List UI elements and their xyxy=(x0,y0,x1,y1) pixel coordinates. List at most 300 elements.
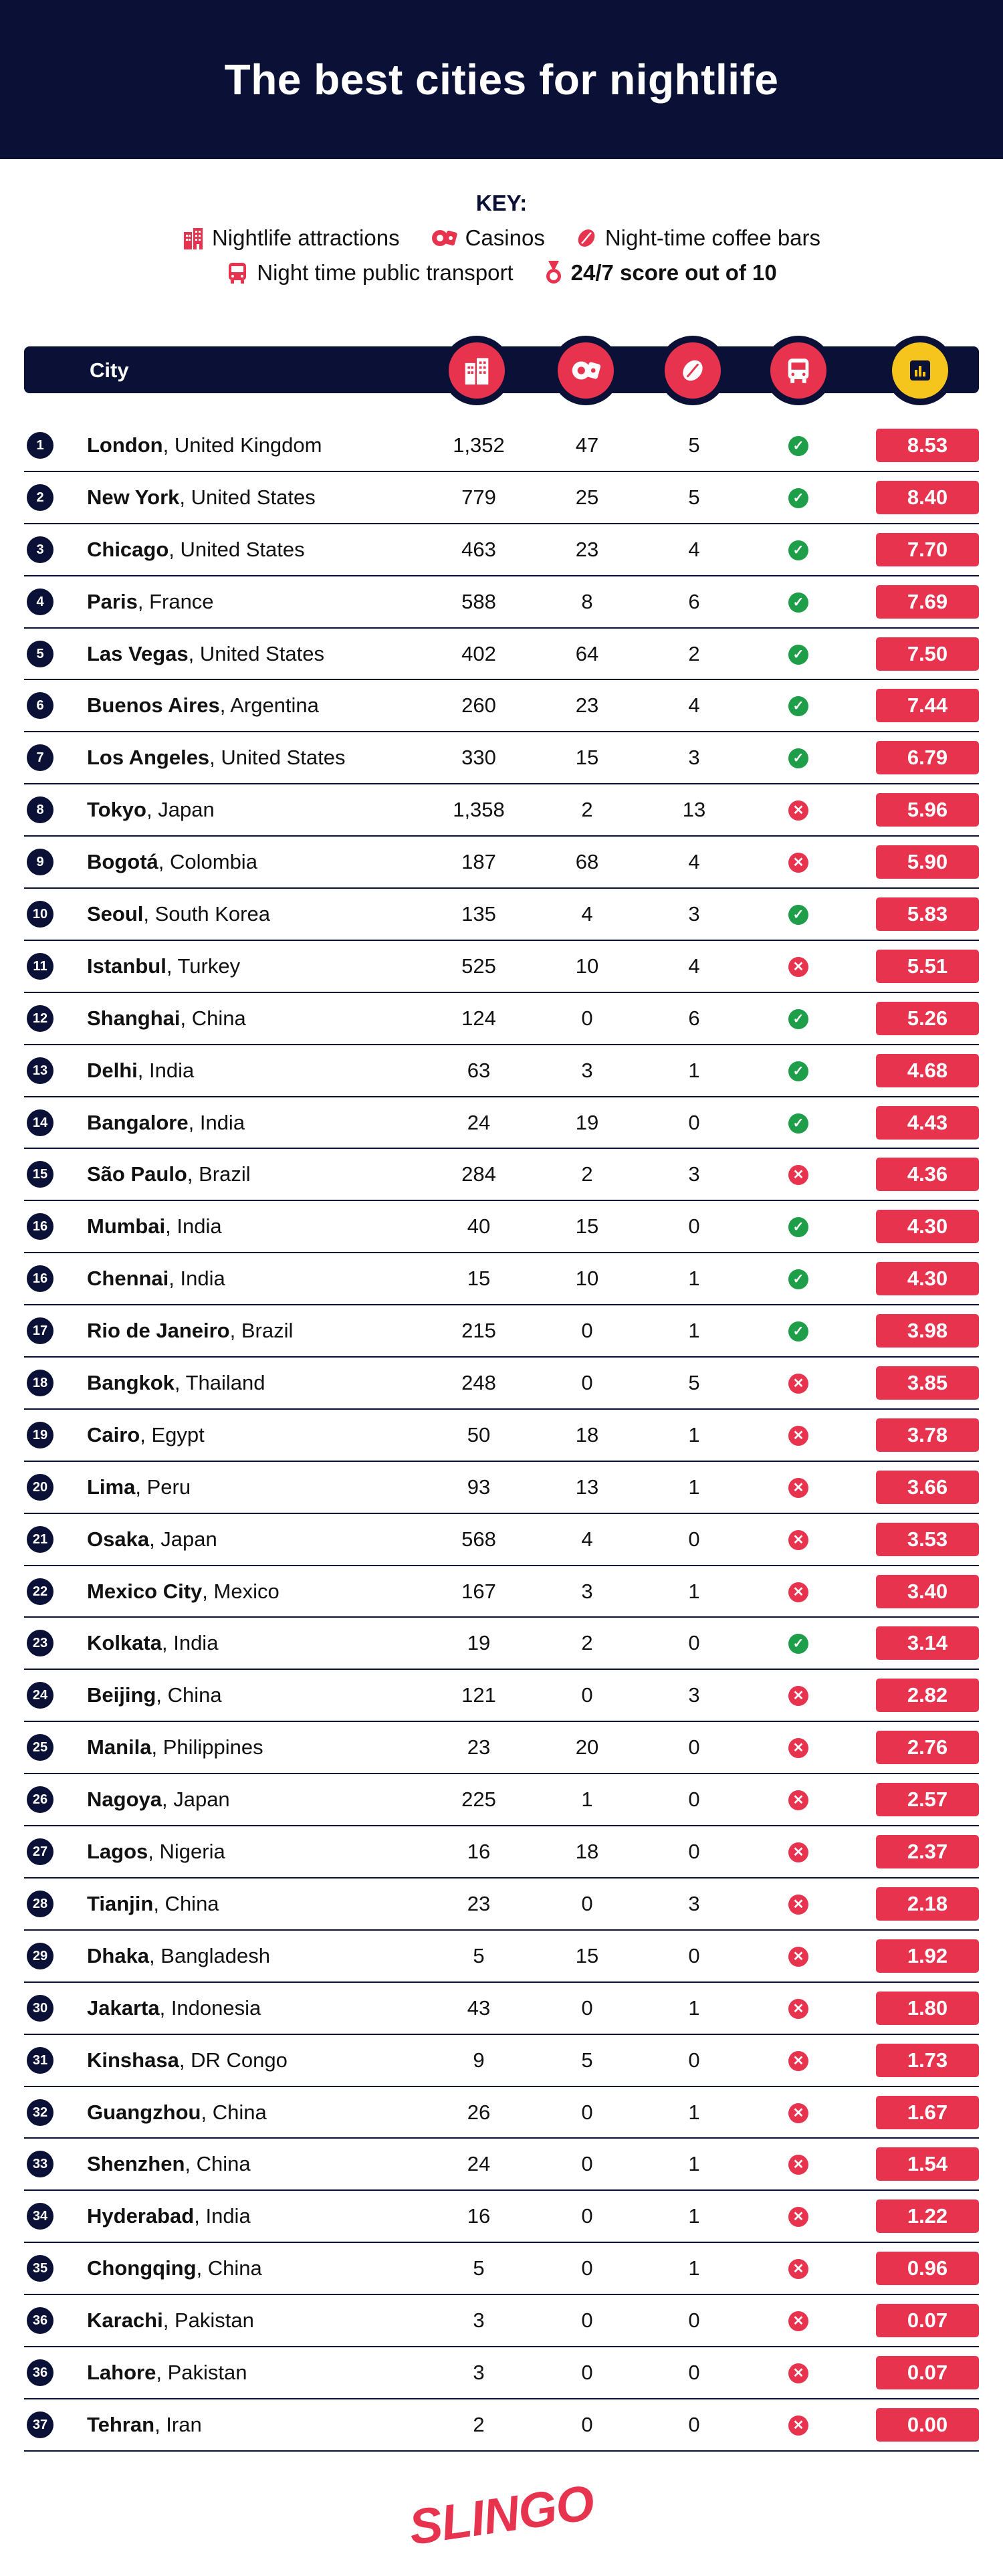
attractions-cell: 225 xyxy=(461,1788,496,1812)
column-header-score xyxy=(885,336,955,405)
city-name: Jakarta xyxy=(87,1996,160,2020)
coffee-bars-cell: 3 xyxy=(688,1891,700,1915)
check-icon: ✓ xyxy=(788,1321,808,1341)
coffee-bars-cell: 3 xyxy=(688,1683,700,1707)
coffee-bars-cell: 4 xyxy=(688,537,700,561)
rank-badge: 12 xyxy=(27,1005,53,1032)
attractions-cell: 24 xyxy=(467,2152,491,2176)
coffee-bars-cell: 13 xyxy=(682,798,706,822)
country-name: , India xyxy=(161,1631,219,1655)
casinos-cell: 13 xyxy=(575,1475,599,1499)
chart-icon xyxy=(909,359,931,382)
attractions-cell: 260 xyxy=(461,693,496,718)
city-name: Lagos xyxy=(87,1840,148,1864)
attractions-cell: 24 xyxy=(467,1110,491,1134)
country-name: , Pakistan xyxy=(156,2360,247,2384)
cross-icon: ✕ xyxy=(788,2207,808,2227)
table-row xyxy=(24,2399,979,2452)
table-row xyxy=(24,889,979,941)
casinos-cell: 4 xyxy=(581,1527,593,1551)
attractions-cell: 93 xyxy=(467,1475,491,1499)
cross-icon: ✕ xyxy=(788,1842,808,1862)
score-badge: 5.51 xyxy=(876,950,979,983)
city-cell xyxy=(87,2309,254,2333)
rank-badge: 35 xyxy=(27,2255,53,2282)
rank-badge: 36 xyxy=(27,2359,53,2386)
column-header-city: City xyxy=(90,358,129,382)
key-item-score xyxy=(544,260,777,286)
rank-badge: 27 xyxy=(27,1838,53,1865)
city-cell xyxy=(87,2152,251,2176)
casinos-cell: 47 xyxy=(575,433,599,457)
score-badge: 3.78 xyxy=(876,1418,979,1452)
casinos-cell: 0 xyxy=(581,2412,593,2436)
attractions-cell: 215 xyxy=(461,1319,496,1343)
score-badge: 4.43 xyxy=(876,1106,979,1140)
key-item-transport xyxy=(226,260,513,286)
city-name: Las Vegas xyxy=(87,641,189,665)
table-row xyxy=(24,1618,979,1670)
column-header-casinos xyxy=(551,336,621,405)
casinos-cell: 0 xyxy=(581,1996,593,2020)
table-row xyxy=(24,1774,979,1826)
coffee-bars-cell: 0 xyxy=(688,1527,700,1551)
city-cell xyxy=(87,954,240,978)
casinos-cell: 25 xyxy=(575,485,599,509)
score-badge: 4.36 xyxy=(876,1158,979,1191)
city-name: Chennai xyxy=(87,1267,169,1291)
city-name: New York xyxy=(87,485,180,509)
score-badge: 4.30 xyxy=(876,1262,979,1295)
city-cell xyxy=(87,1840,225,1864)
table-row xyxy=(24,629,979,681)
city-cell xyxy=(87,538,305,562)
casinos-cell: 18 xyxy=(575,1840,599,1864)
city-name: Bogotá xyxy=(87,850,158,874)
score-badge: 5.96 xyxy=(876,793,979,827)
rank-badge: 19 xyxy=(27,1422,53,1448)
table-row xyxy=(24,1201,979,1253)
country-name: , China xyxy=(153,1891,219,1915)
rank-badge: 22 xyxy=(27,1578,53,1605)
rank-badge: 9 xyxy=(27,849,53,875)
table-row xyxy=(24,1305,979,1358)
score-badge: 0.07 xyxy=(876,2304,979,2337)
table-header xyxy=(24,346,979,393)
attractions-cell: 187 xyxy=(461,850,496,874)
city-name: Hyderabad xyxy=(87,2204,195,2228)
casinos-cell: 0 xyxy=(581,2309,593,2333)
country-name: , Colombia xyxy=(158,850,257,874)
key-row-2 xyxy=(0,260,1003,286)
city-name: Mumbai xyxy=(87,1214,166,1239)
table-row xyxy=(24,1045,979,1097)
attractions-cell: 2 xyxy=(473,2412,485,2436)
coffee-bars-cell: 0 xyxy=(688,1840,700,1864)
country-name: , United States xyxy=(188,641,324,665)
cross-icon: ✕ xyxy=(788,1165,808,1185)
coffee-bars-cell: 3 xyxy=(688,902,700,926)
check-icon: ✓ xyxy=(788,1113,808,1134)
table-row xyxy=(24,2191,979,2243)
score-badge: 3.53 xyxy=(876,1523,979,1556)
rank-badge: 2 xyxy=(27,484,53,511)
score-badge: 5.83 xyxy=(876,897,979,931)
coffee-bars-cell: 4 xyxy=(688,693,700,718)
table-row xyxy=(24,1566,979,1618)
attractions-cell: 3 xyxy=(473,2360,485,2384)
rank-badge: 25 xyxy=(27,1734,53,1761)
score-badge: 3.98 xyxy=(876,1314,979,1348)
check-icon: ✓ xyxy=(788,1269,808,1289)
city-name: São Paulo xyxy=(87,1162,187,1186)
cross-icon: ✕ xyxy=(788,1738,808,1758)
cross-icon: ✕ xyxy=(788,1426,808,1446)
table-row xyxy=(24,1931,979,1983)
rank-badge: 16 xyxy=(27,1213,53,1240)
rank-badge: 6 xyxy=(27,692,53,719)
page-title: The best cities for nightlife xyxy=(224,56,779,104)
key-row-1 xyxy=(0,225,1003,251)
city-cell xyxy=(87,642,324,666)
score-badge: 1.22 xyxy=(876,2199,979,2233)
score-badge: 1.67 xyxy=(876,2096,979,2129)
coffee-bars-cell: 3 xyxy=(688,746,700,770)
city-cell xyxy=(87,1892,219,1916)
city-name: Tokyo xyxy=(87,798,146,822)
casinos-cell: 0 xyxy=(581,2152,593,2176)
coffee-bars-cell: 5 xyxy=(688,1371,700,1395)
score-badge: 7.44 xyxy=(876,689,979,722)
table-row xyxy=(24,680,979,732)
rank-badge: 11 xyxy=(27,953,53,980)
rank-badge: 36 xyxy=(27,2307,53,2334)
rank-badge: 3 xyxy=(27,536,53,563)
country-name: , United States xyxy=(179,485,316,509)
casinos-cell: 0 xyxy=(581,1006,593,1030)
building-icon xyxy=(183,227,204,249)
city-cell xyxy=(87,2048,288,2072)
city-cell xyxy=(87,486,316,510)
attractions-cell: 40 xyxy=(467,1214,491,1239)
country-name: , Japan xyxy=(146,798,215,822)
city-name: Beijing xyxy=(87,1683,156,1707)
coffee-bars-cell: 4 xyxy=(688,954,700,978)
country-name: , Japan xyxy=(161,1788,230,1812)
casinos-cell: 2 xyxy=(581,798,593,822)
table-row xyxy=(24,1149,979,1201)
rank-badge: 8 xyxy=(27,796,53,823)
table-row xyxy=(24,2035,979,2087)
attractions-cell: 50 xyxy=(467,1422,491,1446)
casinos-cell: 3 xyxy=(581,1058,593,1082)
attractions-cell: 330 xyxy=(461,746,496,770)
casinos-cell: 0 xyxy=(581,1683,593,1707)
attractions-cell: 5 xyxy=(473,2256,485,2280)
city-name: Istanbul xyxy=(87,954,166,978)
casinos-cell: 64 xyxy=(575,641,599,665)
rank-badge: 32 xyxy=(27,2099,53,2126)
rank-badge: 23 xyxy=(27,1630,53,1656)
attractions-cell: 525 xyxy=(461,954,496,978)
check-icon: ✓ xyxy=(788,645,808,665)
attractions-cell: 402 xyxy=(461,641,496,665)
city-cell xyxy=(87,1631,218,1655)
rank-badge: 24 xyxy=(27,1682,53,1709)
rank-badge: 31 xyxy=(27,2047,53,2074)
score-badge: 3.85 xyxy=(876,1366,979,1400)
slingo-logo: SLINGO xyxy=(405,2474,598,2555)
city-name: Osaka xyxy=(87,1527,150,1551)
cross-icon: ✕ xyxy=(788,853,808,873)
attractions-cell: 1,358 xyxy=(453,798,505,822)
coffee-bars-cell: 1 xyxy=(688,1996,700,2020)
city-name: Shanghai xyxy=(87,1006,181,1030)
key-legend xyxy=(0,191,1003,286)
table-row xyxy=(24,993,979,1045)
table-row xyxy=(24,2243,979,2295)
table-row xyxy=(24,784,979,837)
coffee-bars-cell: 1 xyxy=(688,1267,700,1291)
column-header-transport xyxy=(764,336,833,405)
table-row xyxy=(24,2347,979,2399)
rank-badge: 30 xyxy=(27,1995,53,2022)
coffee-bars-cell: 1 xyxy=(688,2256,700,2280)
rank-badge: 26 xyxy=(27,1786,53,1813)
city-cell xyxy=(87,1475,191,1499)
city-cell xyxy=(87,1527,217,1551)
rank-badge: 1 xyxy=(27,432,53,459)
rank-badge: 10 xyxy=(27,901,53,928)
city-cell xyxy=(87,2101,267,2125)
attractions-cell: 16 xyxy=(467,1840,491,1864)
attractions-cell: 167 xyxy=(461,1579,496,1603)
rank-badge: 5 xyxy=(27,641,53,667)
table-row xyxy=(24,732,979,784)
cross-icon: ✕ xyxy=(788,2363,808,2383)
city-name: Seoul xyxy=(87,902,144,926)
coffee-bars-cell: 0 xyxy=(688,2048,700,2072)
check-icon: ✓ xyxy=(788,1009,808,1029)
score-badge: 0.07 xyxy=(876,2356,979,2389)
coffee-bars-cell: 5 xyxy=(688,433,700,457)
check-icon: ✓ xyxy=(788,696,808,716)
score-badge: 2.82 xyxy=(876,1679,979,1712)
score-badge: 2.76 xyxy=(876,1731,979,1764)
city-cell xyxy=(87,798,215,822)
coffee-bars-cell: 5 xyxy=(688,485,700,509)
casinos-cell: 0 xyxy=(581,1319,593,1343)
casinos-cell: 10 xyxy=(575,1267,599,1291)
country-name: , Brazil xyxy=(229,1319,294,1343)
coffee-bars-cell: 0 xyxy=(688,2412,700,2436)
country-name: , Iran xyxy=(154,2412,202,2436)
cross-icon: ✕ xyxy=(788,800,808,821)
score-badge: 4.68 xyxy=(876,1054,979,1087)
city-name: Buenos Aires xyxy=(87,693,220,718)
country-name: , United States xyxy=(209,746,346,770)
city-name: Delhi xyxy=(87,1058,138,1082)
rank-badge: 15 xyxy=(27,1161,53,1188)
coffee-bars-cell: 0 xyxy=(688,2309,700,2333)
score-badge: 2.37 xyxy=(876,1835,979,1868)
table-row xyxy=(24,1983,979,2035)
city-cell xyxy=(87,1267,225,1291)
country-name: , Turkey xyxy=(166,954,241,978)
casinos-cell: 4 xyxy=(581,902,593,926)
casinos-cell: 20 xyxy=(575,1735,599,1759)
country-name: , China xyxy=(156,1683,222,1707)
casinos-cell: 2 xyxy=(581,1162,593,1186)
attractions-cell: 248 xyxy=(461,1371,496,1395)
casinos-cell: 10 xyxy=(575,954,599,978)
casinos-cell: 15 xyxy=(575,746,599,770)
coffee-bars-cell: 0 xyxy=(688,2360,700,2384)
score-badge: 8.53 xyxy=(876,429,979,462)
medal-icon xyxy=(544,261,563,285)
country-name: , United Kingdom xyxy=(162,433,322,457)
score-badge: 2.57 xyxy=(876,1783,979,1816)
rank-badge: 34 xyxy=(27,2203,53,2230)
key-label-transport: Night time public transport xyxy=(257,260,514,285)
city-name: Chongqing xyxy=(87,2256,197,2280)
country-name: , DR Congo xyxy=(179,2048,288,2072)
country-name: , Pakistan xyxy=(162,2309,254,2333)
score-badge: 3.40 xyxy=(876,1575,979,1608)
casinos-cell: 15 xyxy=(575,1214,599,1239)
attractions-cell: 568 xyxy=(461,1527,496,1551)
cross-icon: ✕ xyxy=(788,1895,808,1915)
key-item-attractions xyxy=(183,225,400,251)
city-cell xyxy=(87,1423,205,1447)
score-badge: 1.54 xyxy=(876,2147,979,2181)
casinos-cell: 15 xyxy=(575,1943,599,1967)
score-badge: 0.96 xyxy=(876,2252,979,2285)
city-cell xyxy=(87,2256,262,2280)
coffee-bars-cell: 0 xyxy=(688,1631,700,1655)
casinos-cell: 0 xyxy=(581,2360,593,2384)
check-icon: ✓ xyxy=(788,1634,808,1654)
rank-badge: 16 xyxy=(27,1265,53,1292)
casinos-cell: 0 xyxy=(581,2100,593,2124)
attractions-cell: 15 xyxy=(467,1267,491,1291)
city-name: Tianjin xyxy=(87,1891,154,1915)
attractions-cell: 43 xyxy=(467,1996,491,2020)
casinos-cell: 0 xyxy=(581,2204,593,2228)
table-row xyxy=(24,1722,979,1774)
city-cell xyxy=(87,1735,263,1759)
header-banner xyxy=(0,0,1003,159)
country-name: , India xyxy=(194,2204,251,2228)
casinos-cell: 23 xyxy=(575,537,599,561)
coffee-bars-cell: 1 xyxy=(688,2204,700,2228)
city-name: Bangalore xyxy=(87,1110,189,1134)
city-cell xyxy=(87,2204,251,2228)
score-badge: 3.66 xyxy=(876,1471,979,1504)
key-item-casinos xyxy=(431,225,545,251)
country-name: , China xyxy=(185,2152,251,2176)
city-cell xyxy=(87,1788,230,1812)
country-name: , Argentina xyxy=(219,693,319,718)
table-row xyxy=(24,420,979,472)
country-name: , South Korea xyxy=(143,902,270,926)
city-cell xyxy=(87,433,322,457)
casinos-cell: 0 xyxy=(581,1891,593,1915)
country-name: , Mexico xyxy=(202,1579,280,1603)
city-cell xyxy=(87,2413,202,2437)
coffee-bars-cell: 6 xyxy=(688,1006,700,1030)
country-name: , Indonesia xyxy=(159,1996,261,2020)
cross-icon: ✕ xyxy=(788,2311,808,2331)
country-name: , Thailand xyxy=(174,1371,265,1395)
coffee-bars-cell: 1 xyxy=(688,1475,700,1499)
cross-icon: ✕ xyxy=(788,1790,808,1810)
city-name: Guangzhou xyxy=(87,2100,201,2124)
rank-badge: 29 xyxy=(27,1943,53,1969)
table-row xyxy=(24,837,979,889)
attractions-cell: 1,352 xyxy=(453,433,505,457)
attractions-cell: 16 xyxy=(467,2204,491,2228)
city-cell xyxy=(87,590,214,614)
cross-icon: ✕ xyxy=(788,2416,808,2436)
table-body xyxy=(24,420,979,2452)
coffee-bars-cell: 1 xyxy=(688,1319,700,1343)
check-icon: ✓ xyxy=(788,593,808,613)
city-cell xyxy=(87,1214,222,1239)
attractions-cell: 779 xyxy=(461,485,496,509)
city-cell xyxy=(87,1319,293,1343)
score-badge: 7.69 xyxy=(876,585,979,619)
cross-icon: ✕ xyxy=(788,1686,808,1706)
city-cell xyxy=(87,1683,222,1707)
city-cell xyxy=(87,1162,251,1186)
rank-badge: 4 xyxy=(27,588,53,615)
country-name: , India xyxy=(188,1110,245,1134)
city-name: Los Angeles xyxy=(87,746,210,770)
city-name: Karachi xyxy=(87,2309,163,2333)
casinos-cell: 5 xyxy=(581,2048,593,2072)
footer xyxy=(0,2474,1003,2555)
city-cell xyxy=(87,1059,194,1083)
table-row xyxy=(24,1514,979,1566)
check-icon: ✓ xyxy=(788,1217,808,1237)
table-row xyxy=(24,524,979,576)
score-badge: 5.26 xyxy=(876,1002,979,1035)
casino-chips-icon xyxy=(431,227,457,249)
cross-icon: ✕ xyxy=(788,1374,808,1394)
city-cell xyxy=(87,850,257,874)
coffee-bars-cell: 1 xyxy=(688,2100,700,2124)
key-label-score: 24/7 score out of 10 xyxy=(570,260,777,285)
city-cell xyxy=(87,1111,245,1135)
city-cell xyxy=(87,1996,261,2020)
key-item-coffee xyxy=(576,225,820,251)
city-name: Tehran xyxy=(87,2412,155,2436)
casinos-cell: 8 xyxy=(581,589,593,613)
score-badge: 1.92 xyxy=(876,1939,979,1973)
coffee-bean-icon xyxy=(680,358,705,383)
city-name: Nagoya xyxy=(87,1788,162,1812)
table-row xyxy=(24,2087,979,2139)
bus-icon xyxy=(226,261,249,284)
coffee-bars-cell: 4 xyxy=(688,850,700,874)
country-name: , United States xyxy=(169,537,305,561)
score-badge: 4.30 xyxy=(876,1210,979,1243)
check-icon: ✓ xyxy=(788,488,808,508)
score-badge: 3.14 xyxy=(876,1626,979,1660)
city-cell xyxy=(87,693,319,718)
score-badge: 2.18 xyxy=(876,1887,979,1921)
